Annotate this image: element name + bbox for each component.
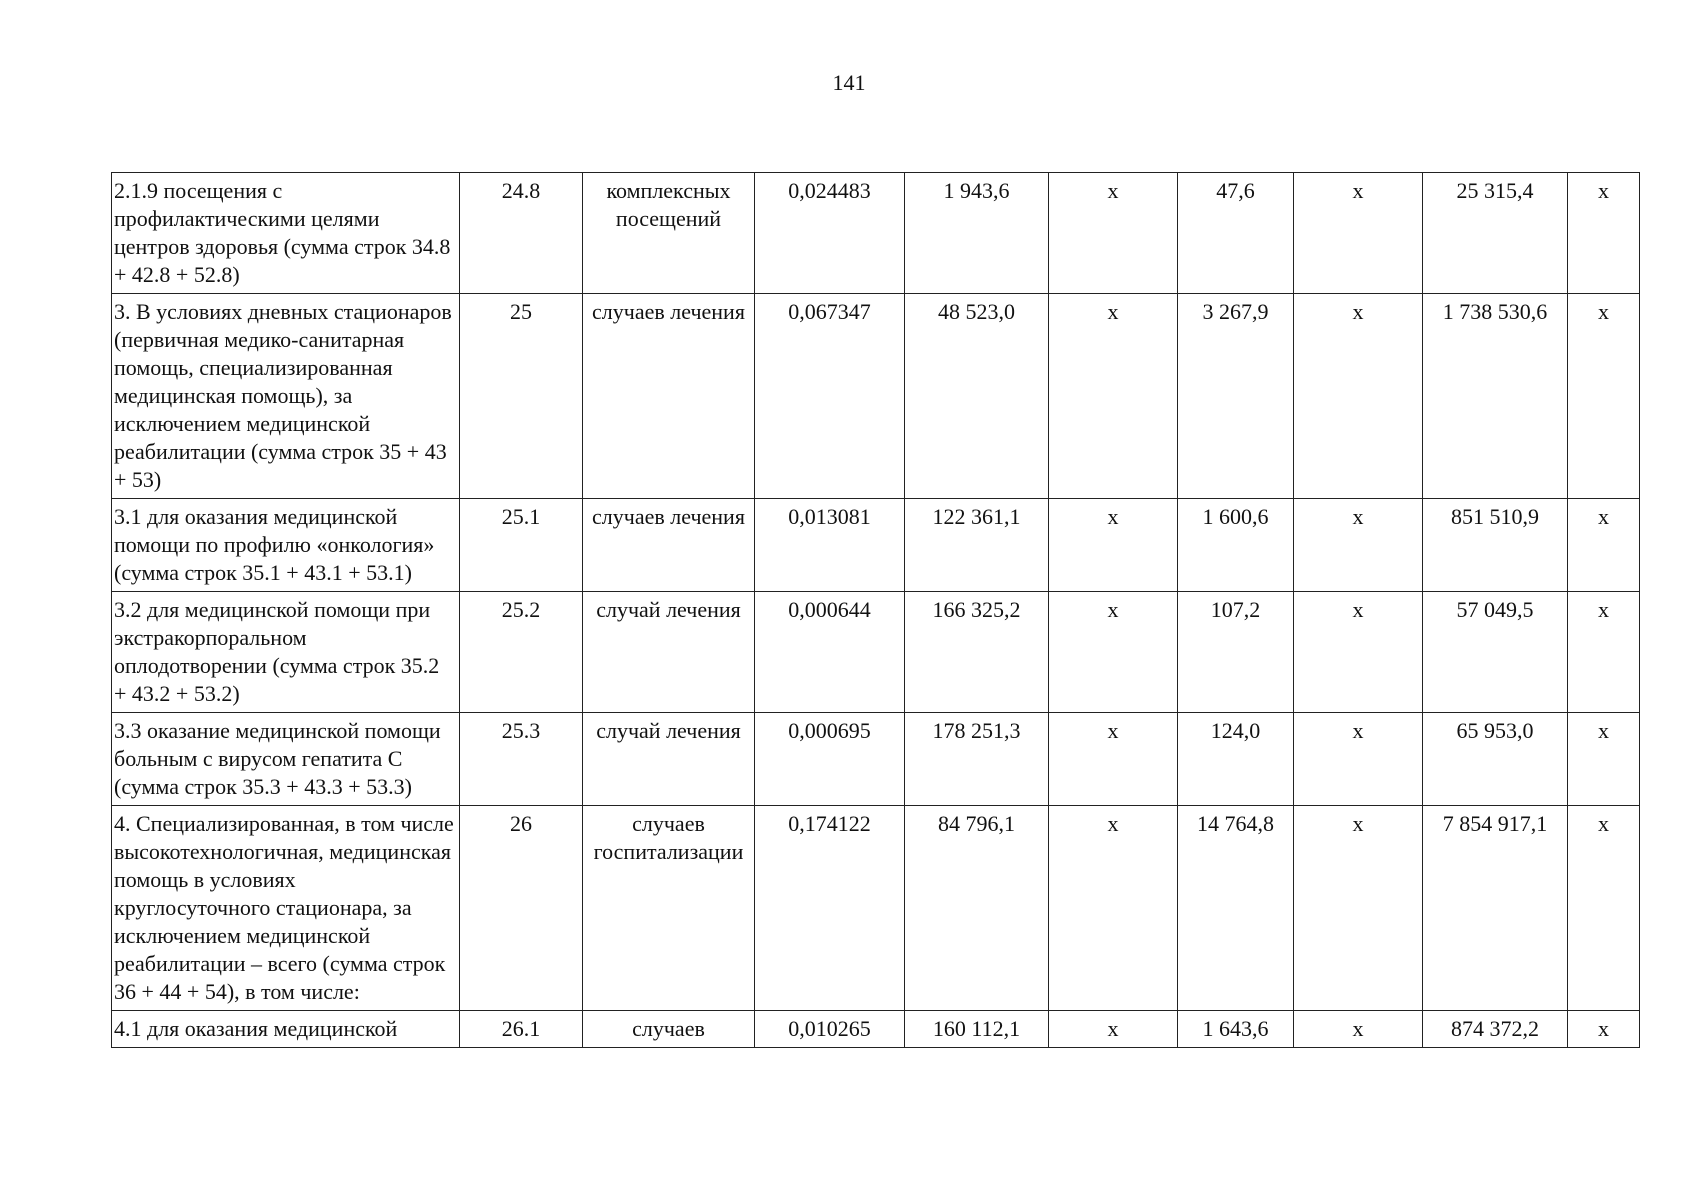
table-row (112, 592, 1640, 713)
row-x-mark: х (1568, 592, 1640, 713)
row-total: 65 953,0 (1423, 713, 1568, 806)
row-total: 851 510,9 (1423, 499, 1568, 592)
row-per-capita: 124,0 (1178, 713, 1294, 806)
row-cost: 84 796,1 (905, 806, 1049, 1011)
row-line-number: 26 (460, 806, 583, 1011)
page-number: 141 (832, 70, 866, 95)
row-per-capita: 107,2 (1178, 592, 1294, 713)
row-total: 1 738 530,6 (1423, 294, 1568, 499)
row-norm: 0,010265 (755, 1011, 905, 1048)
row-x-mark: х (1049, 173, 1178, 294)
table-row (112, 499, 1640, 592)
row-line-number: 26.1 (460, 1011, 583, 1048)
row-unit: случаев лечения (583, 499, 755, 592)
row-norm: 0,000695 (755, 713, 905, 806)
row-name: 4.1 для оказания медицинской (112, 1011, 460, 1048)
row-total: 874 372,2 (1423, 1011, 1568, 1048)
row-name: 3.2 для медицинской помощи при экстракорпоральном оплодотворении (сумма строк 35.2 + 43.2 + 53.2) (112, 592, 460, 713)
row-norm: 0,000644 (755, 592, 905, 713)
row-line-number: 25.2 (460, 592, 583, 713)
table-row (112, 713, 1640, 806)
row-line-number: 25 (460, 294, 583, 499)
row-per-capita: 3 267,9 (1178, 294, 1294, 499)
row-x-mark: х (1294, 294, 1423, 499)
row-name: 3.3 оказание медицинской помощи больным с вирусом гепатита С (сумма строк 35.3 + 43.3 + 53.3) (112, 713, 460, 806)
row-total: 57 049,5 (1423, 592, 1568, 713)
row-name: 4. Специализированная, в том числе высокотехнологичная, медицинская помощь в условиях круглосуточного стационара, за исключением медицинской реабилитации – всего (сумма строк 36 + 44 + 54), в том числе: (112, 806, 460, 1011)
row-total: 25 315,4 (1423, 173, 1568, 294)
row-total: 7 854 917,1 (1423, 806, 1568, 1011)
row-norm: 0,067347 (755, 294, 905, 499)
row-per-capita: 14 764,8 (1178, 806, 1294, 1011)
row-x-mark: х (1049, 294, 1178, 499)
row-line-number: 24.8 (460, 173, 583, 294)
row-per-capita: 47,6 (1178, 173, 1294, 294)
row-x-mark: х (1294, 1011, 1423, 1048)
row-x-mark: х (1294, 499, 1423, 592)
table-row (112, 806, 1640, 1011)
row-norm: 0,024483 (755, 173, 905, 294)
row-cost: 1 943,6 (905, 173, 1049, 294)
row-unit: комплексных посещений (583, 173, 755, 294)
row-cost: 160 112,1 (905, 1011, 1049, 1048)
row-x-mark: х (1049, 499, 1178, 592)
row-name: 3. В условиях дневных стационаров (первичная медико-санитарная помощь, специализированная медицинская помощь), за исключением медицинской реабилитации (сумма строк 35 + 43 + 53) (112, 294, 460, 499)
row-x-mark: х (1568, 294, 1640, 499)
row-x-mark: х (1049, 713, 1178, 806)
row-line-number: 25.3 (460, 713, 583, 806)
row-cost: 178 251,3 (905, 713, 1049, 806)
row-x-mark: х (1568, 173, 1640, 294)
table-row (112, 1011, 1640, 1048)
row-cost: 166 325,2 (905, 592, 1049, 713)
row-line-number: 25.1 (460, 499, 583, 592)
row-unit: случаев лечения (583, 294, 755, 499)
row-cost: 122 361,1 (905, 499, 1049, 592)
row-per-capita: 1 600,6 (1178, 499, 1294, 592)
row-x-mark: х (1568, 499, 1640, 592)
row-cost: 48 523,0 (905, 294, 1049, 499)
row-name: 2.1.9 посещения с профилактическими целями центров здоровья (сумма строк 34.8 + 42.8 + 52.8) (112, 173, 460, 294)
row-x-mark: х (1049, 806, 1178, 1011)
row-x-mark: х (1049, 592, 1178, 713)
row-x-mark: х (1294, 713, 1423, 806)
table-row (112, 294, 1640, 499)
row-x-mark: х (1294, 173, 1423, 294)
row-per-capita: 1 643,6 (1178, 1011, 1294, 1048)
row-norm: 0,013081 (755, 499, 905, 592)
row-unit: случаев госпитализации (583, 806, 755, 1011)
row-x-mark: х (1568, 1011, 1640, 1048)
row-x-mark: х (1294, 592, 1423, 713)
row-x-mark: х (1568, 713, 1640, 806)
row-x-mark: х (1294, 806, 1423, 1011)
table-row (112, 173, 1640, 294)
row-x-mark: х (1568, 806, 1640, 1011)
row-x-mark: х (1049, 1011, 1178, 1048)
row-norm: 0,174122 (755, 806, 905, 1011)
row-unit: случай лечения (583, 713, 755, 806)
row-unit: случай лечения (583, 592, 755, 713)
row-unit: случаев (583, 1011, 755, 1048)
data-table (111, 172, 1640, 1048)
row-name: 3.1 для оказания медицинской помощи по профилю «онкология» (сумма строк 35.1 + 43.1 + 53.1) (112, 499, 460, 592)
